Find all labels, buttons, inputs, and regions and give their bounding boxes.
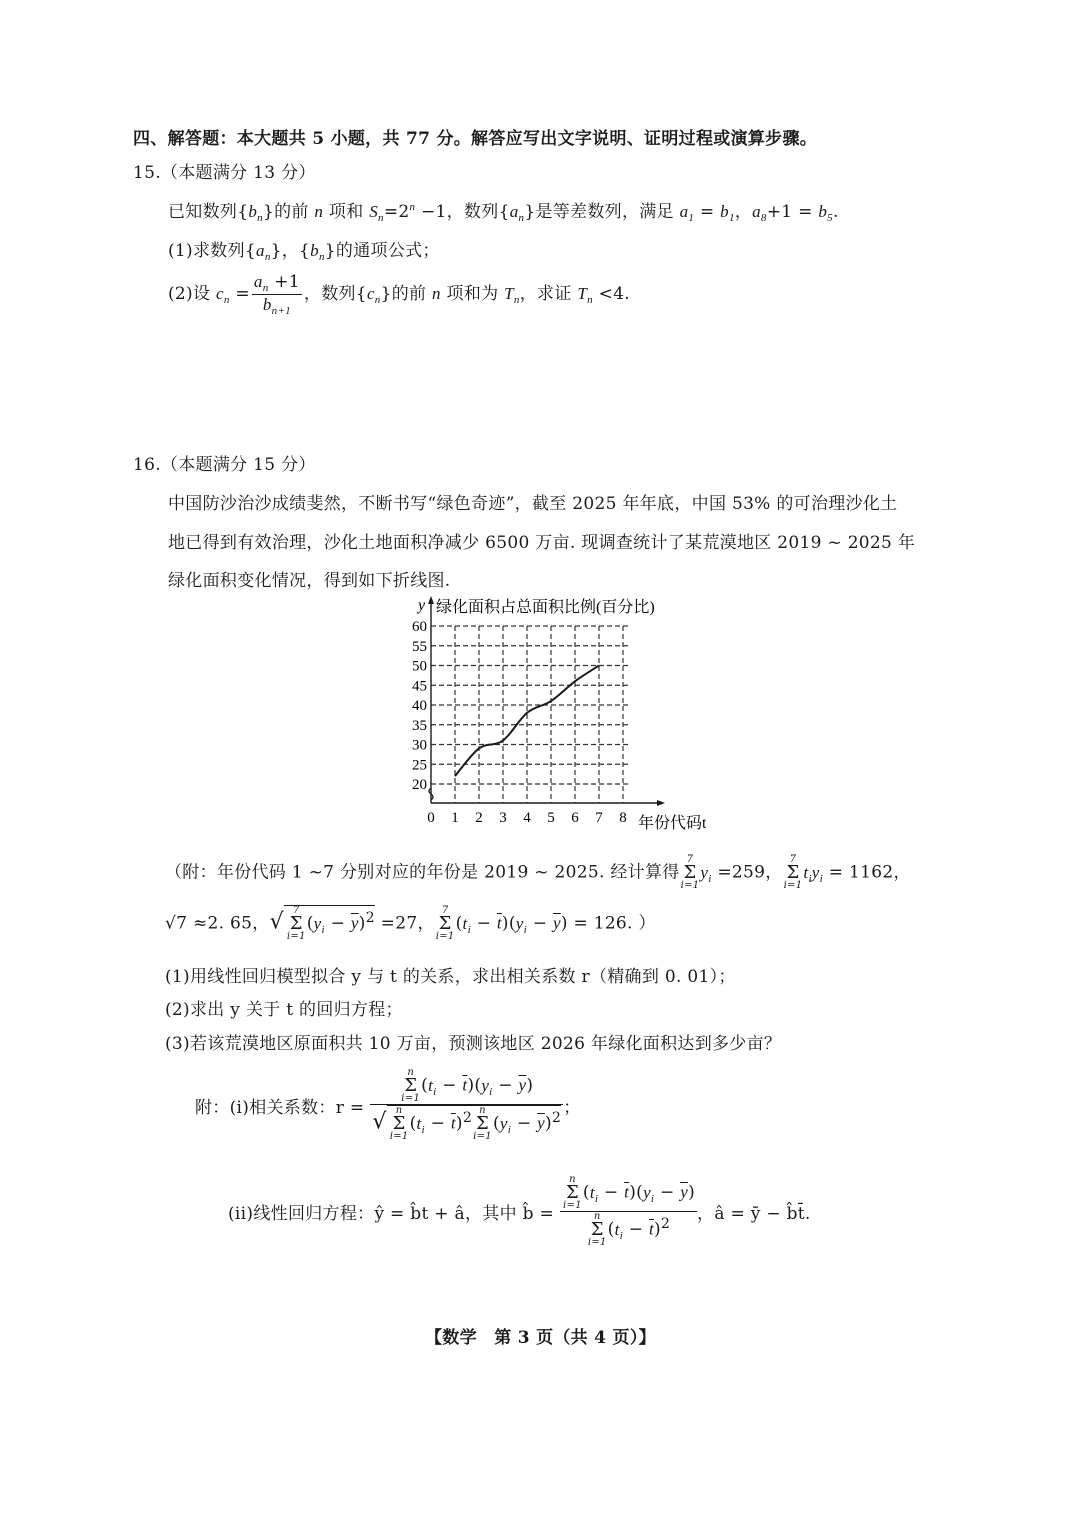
y-tick-label: 60 [412,619,427,635]
x-tick-label: 4 [523,810,531,826]
q15-stem: 已知数列$\{b_n\}$的前 n 项和 $S_n=2^n -1$，数列$\{a_n\}$是等差数列，满足 $a_1 = b_1$，$a_8+1 = b_5$. [168,201,839,224]
y-axis-label: y [418,597,426,614]
q16-part2: (2)求出 y 关于 t 的回归方程； [165,1000,403,1020]
q16-part3: (3)若该荒漠地区原面积共 10 万亩，预测该地区 2026 年绿化面积达到多少亩？ [165,1034,782,1054]
chart-grid [431,626,631,803]
x-tick-label: 8 [619,810,627,826]
x-tick-label: 3 [499,810,507,826]
y-tick-label: 20 [412,777,427,793]
x-tick-label: 7 [595,810,603,826]
x-tick-label: 1 [451,810,459,826]
y-tick-label: 25 [412,757,427,774]
q15-title: 15.（本题满分 13 分） [133,163,316,183]
page-footer: 【数学 第 3 页（共 4 页）】 [425,1328,656,1348]
chart-axes [428,596,665,806]
x-axis-label: 年份代码t [638,815,707,830]
y-tick-label: 45 [412,678,427,695]
x-axis-arrow [657,800,665,806]
q15-part1: (1)求数列$\{a_n\}$，$\{b_n\}$的通项公式； [168,241,440,263]
q16-note-line2: √7 ≈2. 65，√ 7 Σ i=1 $(y_i - \overline{y})^2 =27$， 7 Σ i=1 $(t_i - \overline{t})(y_i - \overline{y}) = 126$. ） [165,905,656,942]
y-tick-label: 40 [412,698,427,714]
y-tick-label: 35 [412,717,427,734]
formula-correlation: 附：(i)相关系数：r = n Σ i=1 $(t_i - \overline{t})(y_i - \overline{y})$ √ n Σ i=1 $(t_i - \overline{t})^2$ n Σ i=1 $(y_i - \overline{y})^2$ ； [195,1067,581,1142]
q16-para-line3: 绿化面积变化情况，得到如下折线图. [168,571,451,591]
q16-part1: (1)用线性回归模型拟合 y 与 t 的关系，求出相关系数 r（精确到 0. 01）； [165,967,736,987]
x-tick-label: 6 [571,810,579,826]
q16-para-line2: 地已得到有效治理，沙化土地面积净减少 6500 万亩. 现调查统计了某荒漠地区 2019 ~ 2025 年 [168,533,916,553]
q16-title: 16.（本题满分 15 分） [133,455,316,475]
y-tick-label: 30 [412,737,427,754]
line-chart [400,590,720,830]
x-tick-label: 5 [547,810,555,826]
chart-title: 绿化面积占总面积比例(百分比) [436,599,655,616]
formula-regression: (ii)线性回归方程：ŷ = b̂t + â，其中 b̂ = n Σ i=1 $(t_i - \overline{t})(y_i - \overline{y})$ n Σ i=1 $(t_i - \overline{t})^2$ ，â = ȳ − b̂t̄. [228,1174,811,1248]
q16-note-line1: （附：年份代码 1 ~7 分别对应的年份是 2019 ~ 2025. 经计算得 7 Σ i=1 $y_i =259$， 7 Σ i=1 $t_iy_i = 1162$， [165,854,911,891]
x-tick-label: 0 [427,810,435,826]
y-tick-label: 50 [412,658,427,675]
q16-para-line1: 中国防沙治沙成绩斐然，不断书写“绿色奇迹”，截至 2025 年年底，中国 53% 的可治理沙化土 [168,494,898,514]
q15-part2: (2)设 $c_n$ = $\frac{a_n +1}{b_{n+1}}$ ，数列$\{c_n\}$的前 n 项和为 $T_n$，求证 $T_n <4$. [168,272,630,317]
section-header: 四、解答题：本大题共 5 小题，共 77 分。解答应写出文字说明、证明过程或演算步骤。 [133,129,818,149]
y-axis-arrow [428,596,434,604]
y-tick-label: 55 [412,638,427,655]
x-tick-label: 2 [475,810,483,826]
